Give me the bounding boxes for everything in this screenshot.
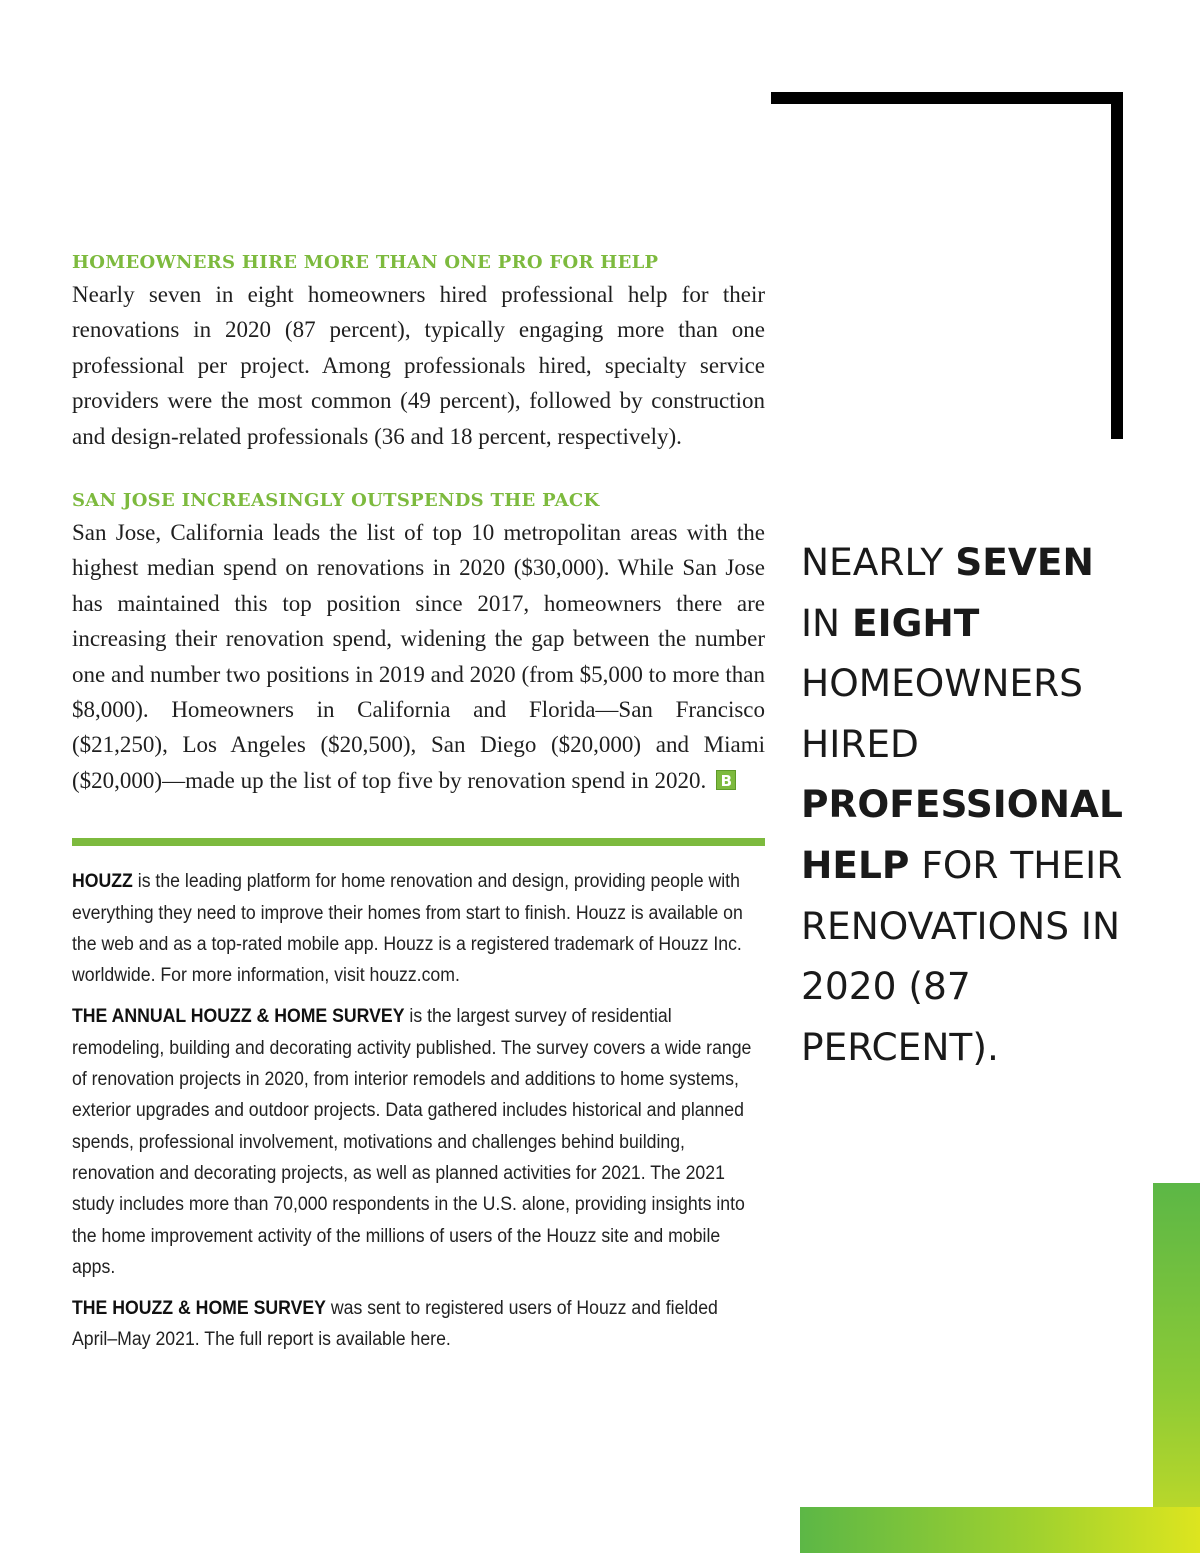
section-body-hire-pros: Nearly seven in eight homeowners hired professional help for their renovations in 2020 (87 percent), typically engaging more than one professional per project. Among professionals hired, specialty service providers were the most common (49 percent), followed by construction and design-related professionals (36 and 18 percent, respectively). [72,282,765,449]
section-heading-hire-pros: HOMEOWNERS HIRE MORE THAN ONE PRO FOR HELP [72,252,659,273]
main-column [72,252,765,1356]
about-houzz-text: is the leading platform for home renovation and design, providing people with everything they need to improve their homes from start to finish. Houzz is available on the web and as a top-rated mobile app. Houzz is a registered trademark of Houzz Inc. worldwide. For more information, visit houzz.com. [72,871,743,987]
about-houzz [72,866,765,991]
pull-quote-text: HOMEOWNERS HIRED [801,661,1083,766]
decorative-frame-right [1111,92,1123,439]
about-annual-survey [72,1001,765,1283]
about-houzz-lead: HOUZZ [72,871,133,893]
about-annual-survey-text: is the largest survey of residential remodeling, building and decorating activity published. The survey covers a wide range of renovation projects in 2020, from interior remodels and additions to home systems, exterior upgrades and outdoor projects. Data gathered includes historical and planned spends, professional involvement, motivations and challenges behind building, renovation and decorating projects, as well as planned activities for 2021. The 2021 study includes more than 70,000 respondents in the U.S. alone, providing insights into the home improvement activity of the millions of users of the Houzz site and mobile apps. [72,1006,752,1278]
pull-quote-text: IN [801,600,853,645]
section-body-san-jose [72,515,765,798]
green-divider [72,838,765,846]
pull-quote [801,532,1141,1077]
pull-quote-emphasis: PROFESSIONAL HELP [801,782,1123,887]
about-annual-survey-lead: THE ANNUAL HOUZZ & HOME SURVEY [72,1006,405,1028]
pull-quote-emphasis: EIGHT [852,600,980,645]
pull-quote-text: NEARLY [801,540,956,584]
about-survey-fielding-lead: THE HOUZZ & HOME SURVEY [72,1298,326,1320]
chart-reference-badge[interactable]: B [716,770,736,790]
about-survey-fielding [72,1293,765,1356]
decorative-gradient-bar-horizontal [800,1507,1200,1553]
decorative-frame-top [771,92,1123,104]
pull-quote-text: FOR THEIR RENOVATIONS IN 2020 (87 PERCENT). [801,842,1123,1069]
san-jose-text: San Jose, California leads the list of top 10 metropolitan areas with the highest median spend on renovations in 2020 ($30,000). While San Jose has maintained this top position since 2017, homeowners there are increasing their renovation spend, widening the gap between the number one and number two positions in 2019 and 2020 (from $5,000 to more than $8,000). Homeowners in California and Florida—San Francisco ($21,250), Los Angeles ($20,500), San Diego ($20,000) and Miami ($20,000)—made up the list of top five by renovation spend in 2020. [72,520,765,793]
section-heading-san-jose: SAN JOSE INCREASINGLY OUTSPENDS THE PACK [72,490,600,512]
about-survey-fielding-text: was sent to registered users of Houzz and fielded April–May 2021. The full report is available here. [72,1298,718,1351]
pull-quote-emphasis: SEVEN [955,540,1094,584]
decorative-gradient-bar-vertical [1153,1183,1200,1553]
